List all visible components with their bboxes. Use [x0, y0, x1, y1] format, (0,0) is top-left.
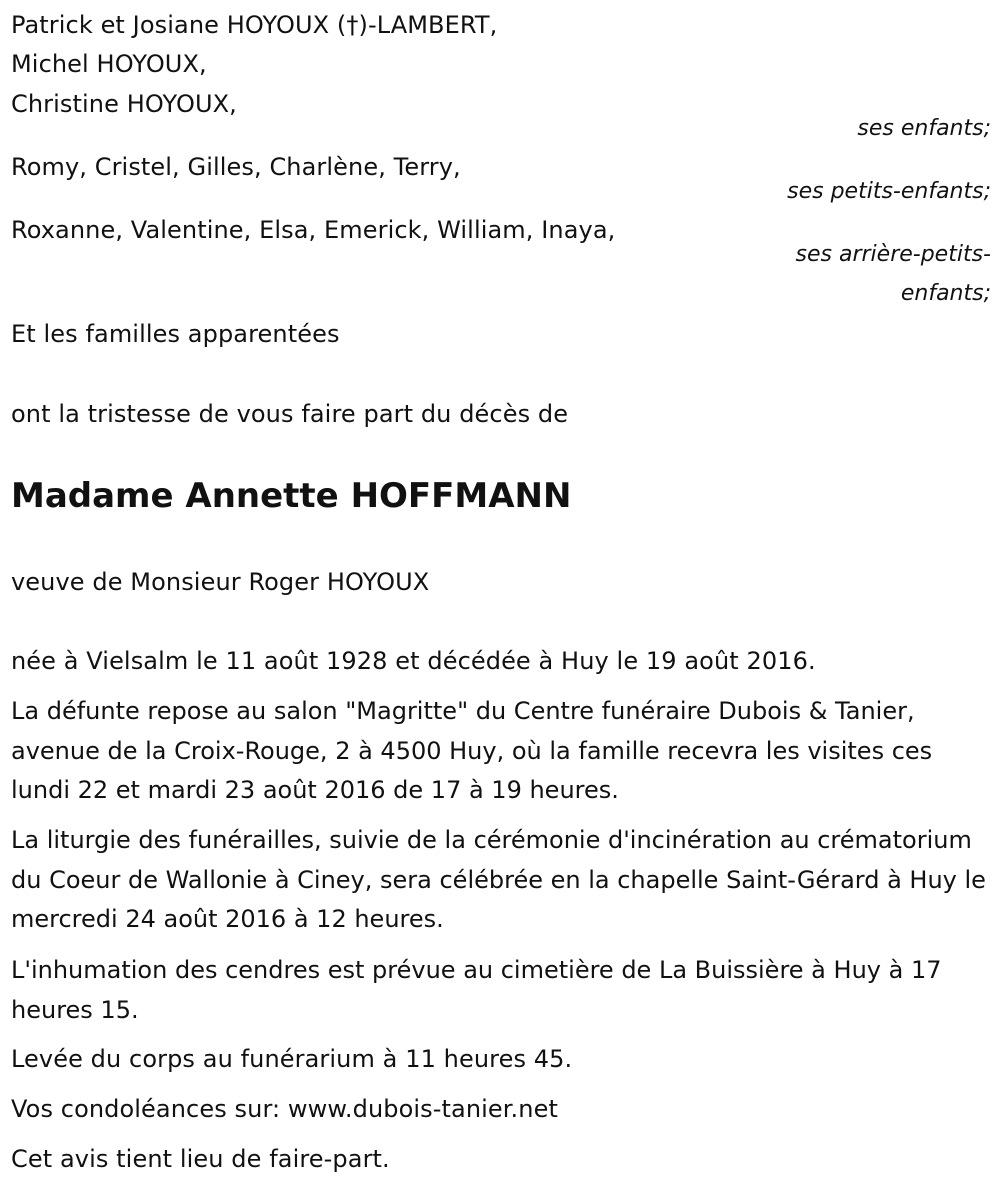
grandchildren-names: Romy, Cristel, Gilles, Charlène, Terry, — [11, 153, 461, 181]
great-grandchildren-role-line-1: ses arrière-petits- — [795, 242, 991, 267]
children-role: ses enfants; — [857, 116, 991, 141]
obituary-notice — [11, 0, 991, 1195]
deceased-name: Madame Annette HOFFMANN — [11, 476, 572, 516]
widow-of: veuve de Monsieur Roger HOYOUX — [11, 568, 430, 596]
rests-paragraph: La défunte repose au salon "Magritte" du Centre funéraire Dubois & Tanier, avenue de la Croix-Rouge, 2 à 4500 Huy, où la famille recevra les visites ces lundi 22 et mardi 23 août 2016 de 17 à 19 heures. — [11, 697, 933, 804]
notice-line: Cet avis tient lieu de faire-part. — [11, 1145, 390, 1173]
liturgy-paragraph: La liturgie des funérailles, suivie de la cérémonie d'incinération au crématorium du Coeur de Wallonie à Ciney, sera célébrée en la chapelle Saint-Gérard à Huy le mercredi 24 août 2016 à 12 heures. — [11, 826, 986, 933]
grandchildren-role: ses petits-enfants; — [787, 179, 991, 204]
great-grandchildren-names: Roxanne, Valentine, Elsa, Emerick, William, Inaya, — [11, 216, 616, 244]
great-grandchildren-role-line-2: enfants; — [900, 281, 991, 306]
child-line-1: Patrick et Josiane HOYOUX (†)-LAMBERT, — [11, 11, 498, 39]
inhumation-paragraph: L'inhumation des cendres est prévue au cimetière de La Buissière à Huy à 17 heures 15. — [11, 956, 942, 1024]
condolences-line: Vos condoléances sur: www.dubois-tanier.net — [11, 1095, 558, 1123]
announcement-text: ont la tristesse de vous faire part du décès de — [11, 400, 569, 428]
body-lift-details: Levée du corps au funérarium à 11 heures 45. — [11, 1045, 573, 1073]
child-line-2: Michel HOYOUX, — [11, 50, 207, 78]
child-line-3: Christine HOYOUX, — [11, 90, 237, 118]
birth-death-details: née à Vielsalm le 11 août 1928 et décédée à Huy le 19 août 2016. — [11, 647, 816, 675]
related-families: Et les familles apparentées — [11, 320, 340, 348]
